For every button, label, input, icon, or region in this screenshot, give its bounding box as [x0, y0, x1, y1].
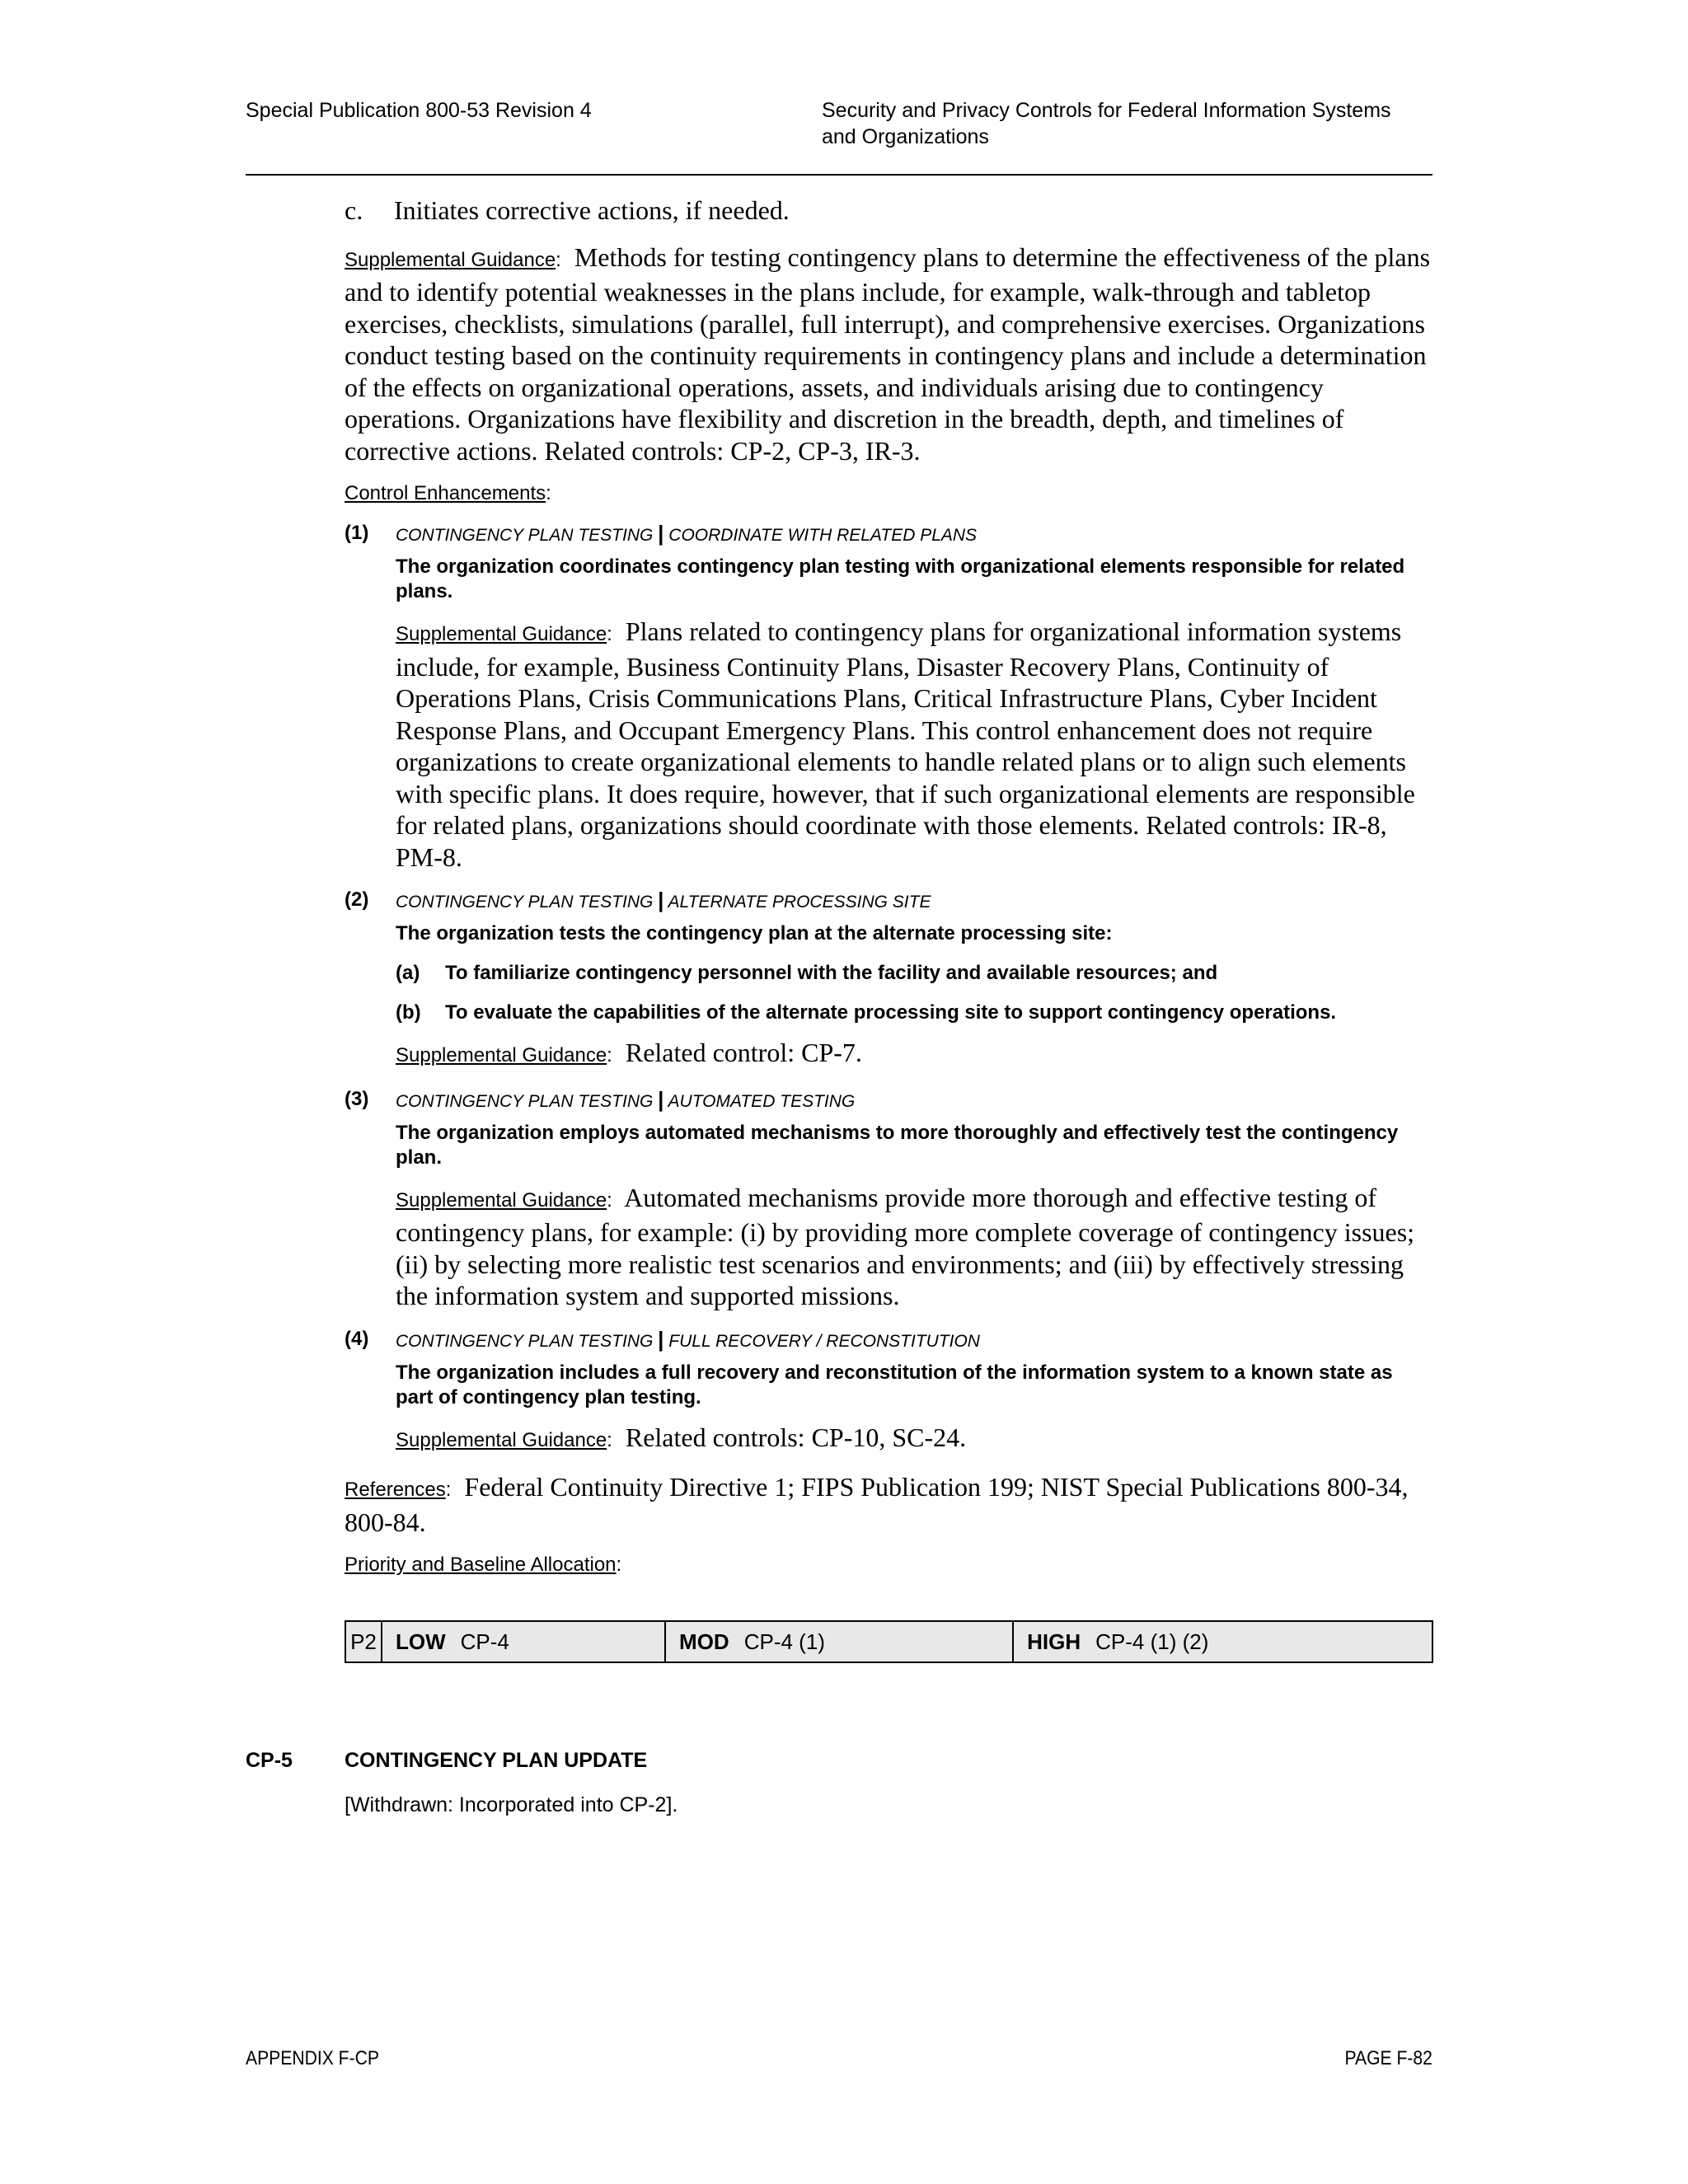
low-baseline-cell: LOW CP-4 [382, 1621, 665, 1662]
enhancement-title: CONTINGENCY PLAN TESTING | AUTOMATED TESTING [396, 1086, 856, 1112]
control-body [345, 194, 1434, 1577]
priority-cell: P2 [345, 1621, 382, 1662]
enhancement-number: (3) [345, 1087, 369, 1110]
enhancement-title: CONTINGENCY PLAN TESTING | FULL RECOVERY / RECONSTITUTION [396, 1326, 980, 1352]
supplemental-guidance: Supplemental Guidance: Methods for testing contingency plans to determine the effectiveness of the plans and to identify potential weaknesses in the plans include, for example, walk-through and tabletop exercises, checklists, simulations (parallel, full interrupt), and comprehensive exercises. Organizations conduct testing based on the continuity requirements in contingency plans and include a determination of the effects on organizational operations, assets, and individuals arising due to contingency operations. Organizations have flexibility and discretion in the breadth, depth, and timelines of corrective actions. Related controls: CP-2, CP-3, IR-3. [345, 241, 1431, 466]
header-rule [246, 174, 1432, 176]
enhancement-3 [345, 1087, 1434, 1312]
enhancement-4 [345, 1327, 1434, 1457]
high-baseline-cell: HIGH CP-4 (1) (2) [1013, 1621, 1432, 1662]
enhancement-statement: The organization coordinates contingency plan testing with organizational elements responsible for related plans. [396, 555, 1405, 602]
references-label: References [345, 1479, 446, 1501]
references: References: Federal Continuity Directive 1; FIPS Publication 199; NIST Special Publications 800-34, 800-84. [345, 1472, 1409, 1537]
enhancement-1 [345, 521, 1434, 873]
enhancement-title: CONTINGENCY PLAN TESTING | ALTERNATE PROCESSING SITE [396, 888, 931, 912]
enhancement-supplemental-guidance: Supplemental Guidance: Plans related to contingency plans for organizational information systems include, for example, Business Continuity Plans, Disaster Recovery Plans, Continuity of Operations Plans, Crisis Communications Plans, Critical Infrastructure Plans, Cyber Incident Response Plans, and Occupant Emergency Plans. This control enhancement does not require organizations to create organizational elements to handle related plans or to align such elements with specific plans. It does require, however, that if such organizational elements are responsible for related plans, organizations should coordinate with those elements. Related controls: IR-8, PM-8. [396, 616, 1415, 872]
enhancement-number: (2) [345, 888, 369, 911]
control-title: CONTINGENCY PLAN UPDATE [345, 1749, 648, 1772]
mod-baseline-cell: MOD CP-4 (1) [665, 1621, 1013, 1662]
enhancement-supplemental-guidance: Supplemental Guidance: Related control: CP-7. [396, 1038, 862, 1067]
priority-heading: Priority and Baseline Allocation: [345, 1554, 622, 1576]
baseline-allocation-table [345, 1620, 1433, 1663]
priority-label: Priority and Baseline Allocation [345, 1554, 617, 1576]
header-title [822, 97, 1448, 150]
header-title-line1: Security and Privacy Controls for Federal Information Systems [822, 99, 1391, 122]
control-withdrawn-note: [Withdrawn: Incorporated into CP-2]. [345, 1793, 678, 1816]
enhancement-statement: The organization employs automated mechanisms to more thoroughly and effectively test the contingency plan. [396, 1121, 1399, 1169]
enhancement-2 [345, 888, 1434, 1072]
enhancement-number: (1) [345, 522, 369, 544]
enhancement-supplemental-guidance: Supplemental Guidance: Related controls: CP-10, SC-24. [396, 1422, 967, 1452]
enhancement-number: (4) [345, 1327, 369, 1350]
header-title-line2: and Organizations [822, 125, 989, 148]
footer-page-number: PAGE F-82 [1344, 2047, 1432, 2069]
requirement-item-c [345, 194, 1434, 227]
header-publication: Special Publication 800-53 Revision 4 [246, 99, 592, 122]
references-text: Federal Continuity Directive 1; FIPS Publication 199; NIST Special Publications 800-34, 800-84. [345, 1472, 1409, 1537]
table-row [345, 1621, 1432, 1662]
item-letter: c. [345, 195, 363, 225]
enhancement-statement: The organization tests the contingency plan at the alternate processing site: [396, 922, 1113, 944]
supplemental-guidance-label: Supplemental Guidance [345, 248, 556, 271]
supplemental-guidance-text: Methods for testing contingency plans to determine the effectiveness of the plans and to identify potential weaknesses in the plans include, for example, walk-through and tabletop exercises, checklists, simulations (parallel, full interrupt), and comprehensive exercises. Organizations conduct testing based on the continuity requirements in contingency plans and include a determination of the effects on organizational operations, assets, and individuals arising due to contingency operations. Organizations have flexibility and discretion in the breadth, depth, and timelines of corrective actions. Related controls: CP-2, CP-3, IR-3. [345, 241, 1431, 466]
footer-appendix: APPENDIX F-CP [246, 2047, 379, 2069]
enhancement-statement: The organization includes a full recovery and reconstitution of the information system to a known state as part of contingency plan testing. [396, 1361, 1393, 1408]
enhancement-title: CONTINGENCY PLAN TESTING | COORDINATE WITH RELATED PLANS [396, 521, 978, 546]
control-enhancements-heading: Control Enhancements: [345, 482, 551, 504]
enhancement-subitem-a: (a) To familiarize contingency personnel with the facility and available resources; and [396, 962, 1218, 984]
enhancement-supplemental-guidance: Supplemental Guidance: Automated mechanisms provide more thorough and effective testing of contingency plans, for example: (i) by providing more complete coverage of contingency issues; (ii) by selecting more realistic test scenarios and environments; and (iii) by effectively stressing the information system and supported missions. [396, 1182, 1415, 1310]
control-number: CP-5 [246, 1749, 293, 1772]
control-enhancements-label: Control Enhancements [345, 482, 546, 504]
enhancement-subitem-b: (b) To evaluate the capabilities of the alternate processing site to support contingency operations. [396, 1001, 1337, 1024]
item-text: Initiates corrective actions, if needed. [394, 195, 790, 225]
